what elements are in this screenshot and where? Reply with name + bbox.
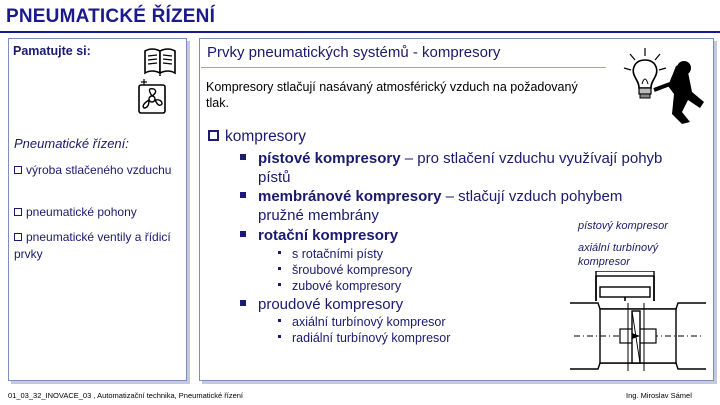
- subitem-text: zubové kompresory: [292, 279, 402, 293]
- checkbox-bullet-icon: [14, 233, 22, 241]
- left-list-item: [14, 229, 182, 263]
- left-list-item: [14, 204, 182, 221]
- membrane-continuation: pružné membrány: [258, 207, 379, 224]
- dot-bullet-icon: [278, 267, 281, 270]
- list-item-rotary: [240, 226, 398, 245]
- left-item-text: výroba stlačeného vzduchu: [26, 163, 172, 177]
- rotary-subitem: [278, 247, 383, 261]
- lightbulb-icon: [618, 44, 708, 129]
- dot-bullet-icon: [278, 283, 281, 286]
- footer-course-info: 01_03_32_INOVACE_03 , Automatizační technika, Pneumatické řízení: [8, 391, 243, 400]
- dot-bullet-icon: [278, 335, 281, 338]
- checkbox-bullet-icon: [208, 130, 219, 141]
- book-icon: [143, 45, 177, 82]
- square-bullet-icon: [240, 154, 246, 160]
- membrane-bold-text: membránové kompresory: [258, 188, 442, 205]
- fan-icon: [134, 79, 170, 120]
- list-item-membrane: [240, 187, 622, 206]
- rotary-subitem: [278, 263, 412, 277]
- intro-text: Kompresory stlačují nasávaný atmosférický vzduch na požadovaný tlak.: [206, 80, 578, 110]
- page-title: PNEUMATICKÉ ŘÍZENÍ: [6, 6, 216, 27]
- heading-divider: [201, 67, 606, 68]
- piston-compressor-caption: pístový kompresor: [578, 220, 668, 232]
- checkbox-bullet-icon: [14, 166, 22, 174]
- left-list-item: [14, 162, 182, 179]
- rotary-subitem: [278, 279, 401, 293]
- pneumatic-control-heading: Pneumatické řízení:: [14, 136, 129, 151]
- checkbox-bullet-icon: [14, 208, 22, 216]
- square-bullet-icon: [240, 192, 246, 198]
- rotary-bold-text: rotační kompresory: [258, 227, 399, 244]
- dot-bullet-icon: [278, 319, 281, 322]
- piston-bold-text: pístové kompresory: [258, 150, 401, 167]
- flow-subitem: [278, 315, 446, 329]
- axial-turbine-diagram: [570, 295, 706, 382]
- square-bullet-icon: [240, 300, 246, 306]
- subitem-text: radiální turbínový kompresor: [292, 331, 451, 345]
- list-item-compressors: [208, 128, 306, 146]
- left-panel: [8, 38, 187, 381]
- flow-subitem: [278, 331, 450, 345]
- left-item-text: pneumatické pohony: [26, 205, 137, 219]
- list-item-piston: [240, 149, 662, 168]
- piston-continuation: pístů: [258, 169, 291, 186]
- dot-bullet-icon: [278, 251, 281, 254]
- subitem-text: s rotačními písty: [292, 247, 383, 261]
- left-item-text: pneumatické ventily a řídicí prvky: [14, 230, 171, 261]
- footer-author: Ing. Miroslav Sámel: [626, 391, 692, 400]
- remember-label: Pamatujte si:: [13, 44, 91, 58]
- square-bullet-icon: [240, 231, 246, 237]
- section-heading: Prvky pneumatických systémů - kompresory: [207, 44, 501, 61]
- membrane-rest-text: – stlačují vzduch pohybem: [441, 188, 623, 205]
- subitem-text: axiální turbínový kompresor: [292, 315, 446, 329]
- list-item-label: kompresory: [225, 128, 306, 145]
- list-item-flow: [240, 295, 403, 314]
- piston-rest-text: – pro stlačení vzduchu využívají pohyb: [400, 150, 663, 167]
- subitem-text: šroubové kompresory: [292, 263, 413, 277]
- flow-label: proudové kompresory: [258, 296, 404, 313]
- right-panel: [199, 38, 714, 381]
- title-underline: [0, 31, 720, 33]
- axial-compressor-caption: axiální turbínový kompresor: [578, 242, 659, 268]
